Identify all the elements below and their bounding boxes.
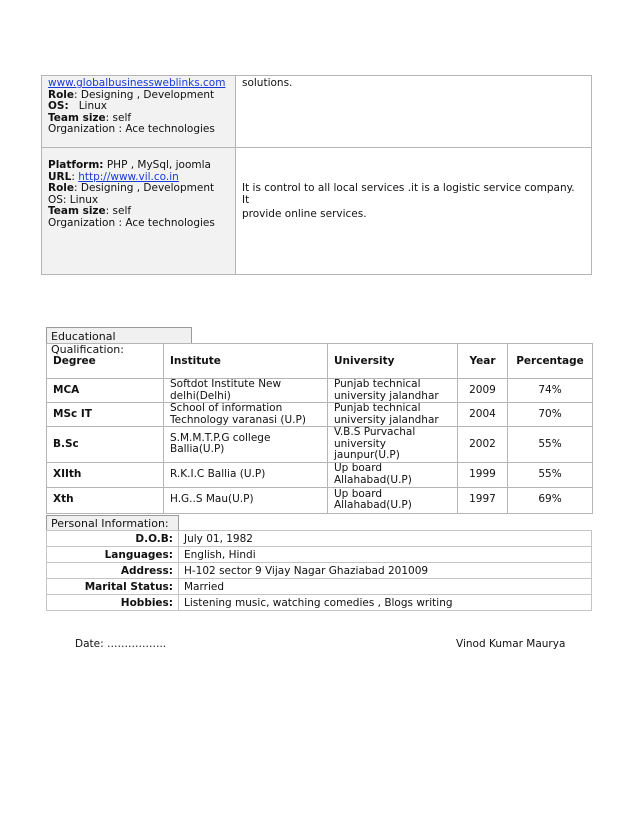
university-line: university jalandhar [334,389,439,402]
degree-cell: Xth [47,487,164,513]
personal-section-label: Personal Information: [46,515,179,531]
column-header: Degree [47,344,164,379]
university-line: V.B.S Purvachal [334,426,416,438]
year-cell: 2009 [458,379,508,403]
project-description [236,148,592,275]
field-value: Married [179,579,592,595]
university-cell [328,379,458,403]
os-value: Linux [78,100,107,113]
description-line: It is control to all local services .it is a logistic service company. It [242,182,575,206]
table-row [47,462,593,487]
education-header-row [47,344,593,379]
university-cell [328,403,458,427]
organization-text: Organization : Ace technologies [48,123,215,136]
date-line: Date: …………….. [75,638,167,650]
institute-cell [164,379,328,403]
university-cell: Up board Allahabad(U.P) [328,487,458,513]
percentage-cell: 74% [508,379,593,403]
education-table [46,343,593,514]
project-url-link[interactable]: http://www.vil.co.in [78,170,179,183]
degree-cell: MCA [47,379,164,403]
table-row [47,487,593,513]
education-section-label: Educational Qualification: [46,327,192,344]
table-row [47,531,592,547]
project-description [236,76,592,148]
institute-cell: H.G..S Mau(U.P) [164,487,328,513]
degree-cell: B.Sc [47,427,164,463]
team-size-label: Team size [48,205,106,218]
field-label: Languages: [47,547,179,563]
university-cell [328,427,458,463]
percentage-cell: 70% [508,403,593,427]
field-label: Address: [47,563,179,579]
table-row [47,563,592,579]
field-value: July 01, 1982 [179,531,592,547]
signature-name: Vinod Kumar Maurya [456,638,566,650]
role-value: : Designing , Development [74,88,215,101]
university-line: Punjab technical [334,402,421,414]
percentage-cell: 55% [508,427,593,463]
project-url-link[interactable]: www.globalbusinessweblinks.com [48,77,226,89]
university-line: university jalandhar [334,413,439,426]
column-header: Percentage [508,344,593,379]
platform-label: Platform: [48,159,104,171]
os-label: OS: [48,100,69,113]
table-row [47,579,592,595]
university-cell: Up board Allahabad(U.P) [328,462,458,487]
field-label: Hobbies: [47,595,179,611]
institute-cell: R.K.I.C Ballia (U.P) [164,462,328,487]
platform-value: PHP , MySql, joomla [103,159,211,171]
description-text: solutions. [242,77,293,89]
institute-cell [164,403,328,427]
column-header: Institute [164,344,328,379]
year-cell: 2004 [458,403,508,427]
degree-cell: MSc IT [47,403,164,427]
role-value: : Designing , Development [74,182,215,195]
project-details [42,148,236,275]
personal-info-table [46,530,592,611]
table-row [47,547,592,563]
organization-text: Organization : Ace technologies [48,216,215,229]
column-header: University [328,344,458,379]
year-cell: 1999 [458,462,508,487]
field-value: H-102 sector 9 Vijay Nagar Ghaziabad 201009 [179,563,592,579]
university-line: Punjab technical [334,378,421,390]
description-line: provide online services. [242,208,367,221]
percentage-cell: 55% [508,462,593,487]
role-label: Role [48,88,75,101]
os-text: OS: Linux [48,193,99,206]
institute-line: delhi(Delhi) [170,389,231,402]
institute-line: Technology varanasi (U.P) [170,413,306,426]
table-row [47,403,593,427]
column-header: Year [458,344,508,379]
table-row [47,379,593,403]
field-label: Marital Status: [47,579,179,595]
university-line: university jaunpur(U.P) [334,437,400,461]
role-label: Role [48,182,75,195]
year-cell: 1997 [458,487,508,513]
institute-line: School of information [170,402,283,414]
field-label: D.O.B: [47,531,179,547]
field-value: English, Hindi [179,547,592,563]
projects-table [41,75,592,275]
degree-cell: XIIth [47,462,164,487]
team-size-label: Team size [48,111,106,124]
institute-cell: S.M.M.T.P.G college Ballia(U.P) [164,427,328,463]
table-row [47,595,592,611]
table-row [47,427,593,463]
team-size-value: : self [105,111,132,124]
project-row [42,76,592,148]
field-value: Listening music, watching comedies , Blogs writing [179,595,592,611]
team-size-value: : self [105,205,132,218]
percentage-cell: 69% [508,487,593,513]
url-separator: : [71,170,79,183]
project-details [42,76,236,148]
institute-line: Softdot Institute New [170,378,282,390]
project-row [42,148,592,275]
year-cell: 2002 [458,427,508,463]
url-label: URL [48,170,72,183]
